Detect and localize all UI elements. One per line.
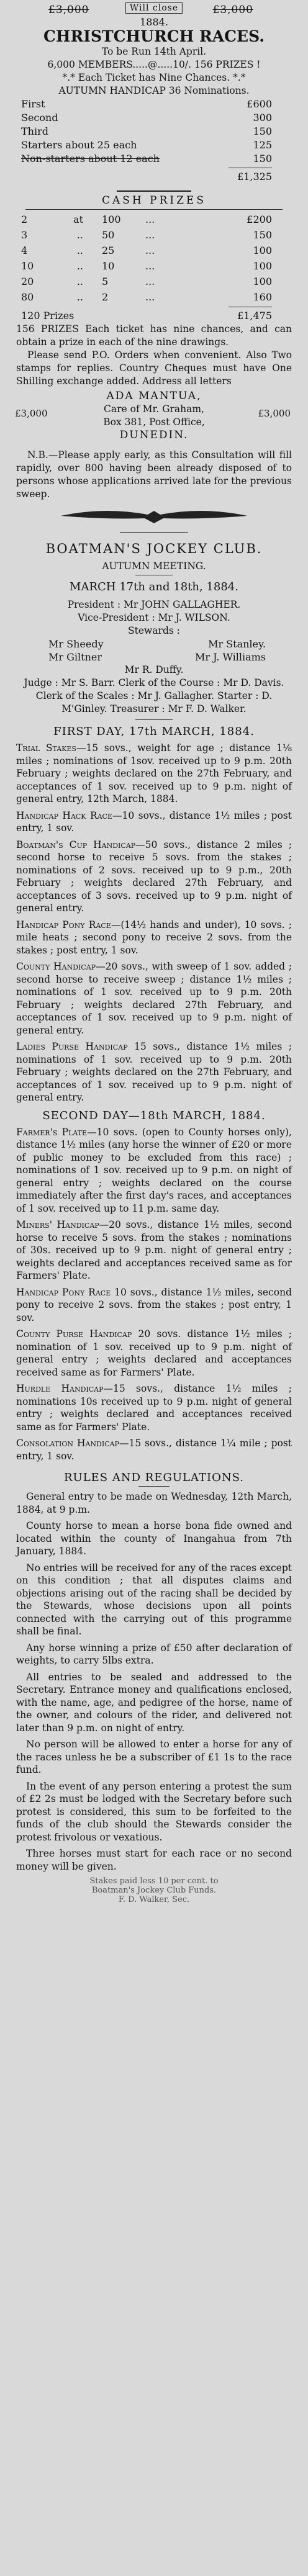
- eagle-ornament-icon: [55, 503, 253, 528]
- cash-prize-row: 80 .. 2 ... 160: [21, 291, 272, 303]
- cash-prize-row: 4 .. 25 ... 100: [21, 245, 272, 256]
- advertisement-page: [11, 0, 297, 1904]
- vice-president: Vice-President : Mr J. WILSON.: [78, 612, 230, 623]
- prize-row: First £600: [21, 98, 272, 110]
- race-entry: Handicap Pony Race 10 sovs., distance 1½ miles, second pony to receive 2 sovs. from the stakes ; post entry, 1 sov.: [16, 1286, 292, 1323]
- divider: [117, 190, 191, 192]
- address-city: DUNEDIN.: [119, 429, 189, 441]
- cash-prize-table: [11, 212, 297, 323]
- chances-line: *.* Each Ticket has Nine Chances. *.*: [62, 72, 246, 83]
- cash-prize-row: 10 .. 10 ... 100: [21, 260, 272, 272]
- main-prize-list: [11, 97, 297, 184]
- divider: [120, 532, 188, 533]
- year: 1884.: [140, 16, 168, 28]
- prize-row: Third 150: [21, 125, 272, 137]
- top-left-amount: £3,000: [48, 4, 89, 16]
- signature-line: Boatman's Jockey Club Funds.: [91, 1886, 217, 1895]
- divider: [135, 719, 173, 720]
- race-entry: Miners' Handicap—20 sovs., distance 1½ miles, second horse to receive 5 sovs. from the stakes ; nominations of 30s. received up to 9 p.m. night of general entry ; weights declared and acceptances received same as for Farmers' Plate.: [16, 1219, 292, 1281]
- race-entry: Trial Stakes—15 sovs., weight for age ; distance 1⅛ miles ; nominations of 1sov. received up to 9 p.m. 20th February ; weights declared on the 27th February, and acceptances of 1 sov. received up to 9 p.m. night of general entry, 12th March, 1884.: [16, 742, 292, 804]
- stewards-row: Mr Sheedy Mr Stanley.: [48, 638, 266, 650]
- address-name: ADA MANTUA,: [106, 390, 202, 402]
- rule-para: All entries to be sealed and addressed to the Secretary. Entrance money and qualifications enclosed, with the name, age, and pedigree of the horse, name of the owner, and colours of the rider, and delivered not later than 9 p.m. on night of entry.: [16, 1671, 292, 1734]
- rule-para: In the event of any person entering a protest the sum of £2 2s must be lodged with the Secretary before such protest is considered, this sum to be forfeited to the funds of the club should the Stewards consider the protest frivolous or vexatious.: [16, 1780, 292, 1843]
- address-care: Care of Mr. Graham,: [104, 403, 204, 415]
- president: President : Mr JOHN GALLAGHER.: [67, 599, 241, 610]
- rule-para: No entries will be received for any of the races except on this condition ; that all disputes claims and objections arising out of the racing shall be decided by the Stewards, whose decisions upon all points connected with the carrying out of this programme shall be final.: [16, 1562, 292, 1637]
- rule-para: Three horses must start for each race or no second money will be given.: [16, 1848, 292, 1872]
- day2-heading: SECOND DAY—18th MARCH, 1884.: [42, 1109, 266, 1122]
- race-entry: Ladies Purse Handicap 15 sovs., distance 1½ miles ; nominations of 1 sov. received up to 9 p.m. 20th February ; weights declared on the 27th February, and acceptances of 1 sov. received up to 9 p.m. night of general entry.: [16, 1041, 292, 1103]
- address-block: [11, 389, 297, 449]
- rule-para: General entry to be made on Wednesday, 12th March, 1884, at 9 p.m.: [16, 1491, 292, 1515]
- rule-para: County horse to mean a horse bona fide owned and located within the county of Inangahua from 7th January, 1884.: [16, 1520, 292, 1557]
- address-box: Box 381, Post Office,: [103, 417, 205, 428]
- stewards-heading: Stewards :: [128, 625, 180, 636]
- rule-para: No person will be allowed to enter a horse for any of the races unless he be a subscriber of £1 1s to the race fund.: [16, 1739, 292, 1775]
- race-entry: County Purse Handicap 20 sovs. distance 1½ miles ; nomination of 1 sov. received up to 9 p.m. night of general entry ; weights declared and acceptances received same as for Farmers' Plate.: [16, 1328, 292, 1378]
- cash-total-row: 120 Prizes £1,475: [21, 310, 272, 322]
- autumn-line: AUTUMN HANDICAP 36 Nominations.: [58, 85, 250, 96]
- divider: [138, 1486, 170, 1487]
- divider: [25, 209, 283, 210]
- race-entry: Farmer's Plate—10 sovs. (open to County horses only), distance 1½ miles (any horse the winner of £20 or more of public money to be excluded from this race) ; nominations of 1 sov. received up to 9 p.m. on night of general entry ; weights declared on the course immediately after the first day's races, and acceptances of 1 sov. received up to 11 p.m. same day.: [16, 1126, 292, 1214]
- notice-para: Please send P.O. Orders when convenient. Also Two stamps for replies. Country Cheques must have One Shilling exchange added. Address all letters: [16, 349, 292, 387]
- race-entry: Handicap Hack Race—10 sovs., distance 1½ miles ; post entry, 1 sov.: [16, 809, 292, 834]
- cash-prize-row: 3 .. 50 ... 150: [21, 229, 272, 241]
- signature-line: F. D. Walker, Sec.: [118, 1895, 190, 1904]
- cash-prizes-title: CASH PRIZES: [102, 194, 206, 207]
- members-line: 6,000 MEMBERS.....@.....10/. 156 PRIZES !: [47, 59, 261, 70]
- cash-prize-row: 20 .. 5 ... 100: [21, 276, 272, 287]
- will-close-box: Will close: [125, 2, 183, 14]
- stewards-row: Mr R. Duffy.: [124, 664, 184, 675]
- race-entry: County Handicap—20 sovs., with sweep of 1 sov. added ; second horse to receive sweep ; distance 1½ miles ; nominations of 1 sov. received up to 9 p.m. 20th February ; weights declared 27th February, and acceptances of 1 sov. received up to 9 p.m. night of general entry.: [16, 961, 292, 1036]
- address-side-amount: £3,000: [15, 408, 48, 419]
- day1-races: [11, 742, 297, 1104]
- race-entry: Handicap Pony Race—(14½ hands and under), 10 sovs. ; mile heats ; second pony to receive 2 sovs. from the stakes ; post entry, 1 sov.: [16, 919, 292, 956]
- stewards-row: Mr Giltner Mr J. Williams: [48, 651, 266, 663]
- day1-heading: FIRST DAY, 17th MARCH, 1884.: [53, 725, 255, 738]
- club-title: BOATMAN'S JOCKEY CLUB.: [45, 541, 263, 556]
- rules-heading: RULES AND REGULATIONS.: [63, 1471, 244, 1484]
- prize-row: Second 300: [21, 112, 272, 124]
- race-entry: Hurdle Handicap—15 sovs., distance 1½ miles ; nominations 10s received up to 9 p.m. night of general entry ; weights declared and acceptances received same as for Farmers' Plate.: [16, 1383, 292, 1433]
- race-entry: Consolation Handicap—15 sovs., distance 1¼ mile ; post entry, 1 sov.: [16, 1438, 292, 1462]
- nb-note: N.B.—Please apply early, as this Consultation will fill rapidly, over 800 having been already disposed of to persons whose applications arrived late for the previous sweep.: [16, 449, 292, 500]
- address-side-amount: £3,000: [258, 408, 291, 419]
- notice-para: 156 PRIZES Each ticket has nine chances, and can obtain a prize in each of the nine drawings.: [16, 323, 292, 348]
- officials: Judge : Mr S. Barr. Clerk of the Course : Mr D. Davis. Clerk of the Scales : Mr J. Gallagher. Starter : D. M'Ginley. Treasurer : Mr F. D. Walker.: [24, 677, 284, 714]
- rules-list: [11, 1490, 297, 1873]
- prize-row: Starters about 25 each 125: [21, 139, 272, 151]
- page-title: CHRISTCHURCH RACES.: [43, 27, 265, 45]
- sweep-header-line: [11, 4, 297, 16]
- race-entry: Boatman's Cup Handicap—50 sovs., distance 2 miles ; second horse to receive 5 sovs. from the stakes ; nominations of 2 sovs. received up to 9 p.m., 20th February ; weights declared 27th February, and acceptances of 3 sovs. received up to 9 p.m. night of general entry.: [16, 839, 292, 914]
- prize-row: Non-starters about 12 each 150: [21, 153, 272, 164]
- cash-prize-row: 2 at 100 ... £200: [21, 214, 272, 225]
- meeting-title: AUTUMN MEETING.: [102, 561, 206, 572]
- run-date: To be Run 14th April.: [101, 46, 207, 57]
- top-right-amount: £3,000: [212, 4, 253, 16]
- day2-races: [11, 1126, 297, 1463]
- signature-line: Stakes paid less 10 per cent. to: [89, 1876, 219, 1886]
- main-total-row: £1,325: [237, 171, 272, 182]
- rule-para: Any horse winning a prize of £50 after declaration of weights, to carry 5lbs extra.: [16, 1642, 292, 1666]
- meeting-dates: MARCH 17th and 18th, 1884.: [70, 580, 238, 593]
